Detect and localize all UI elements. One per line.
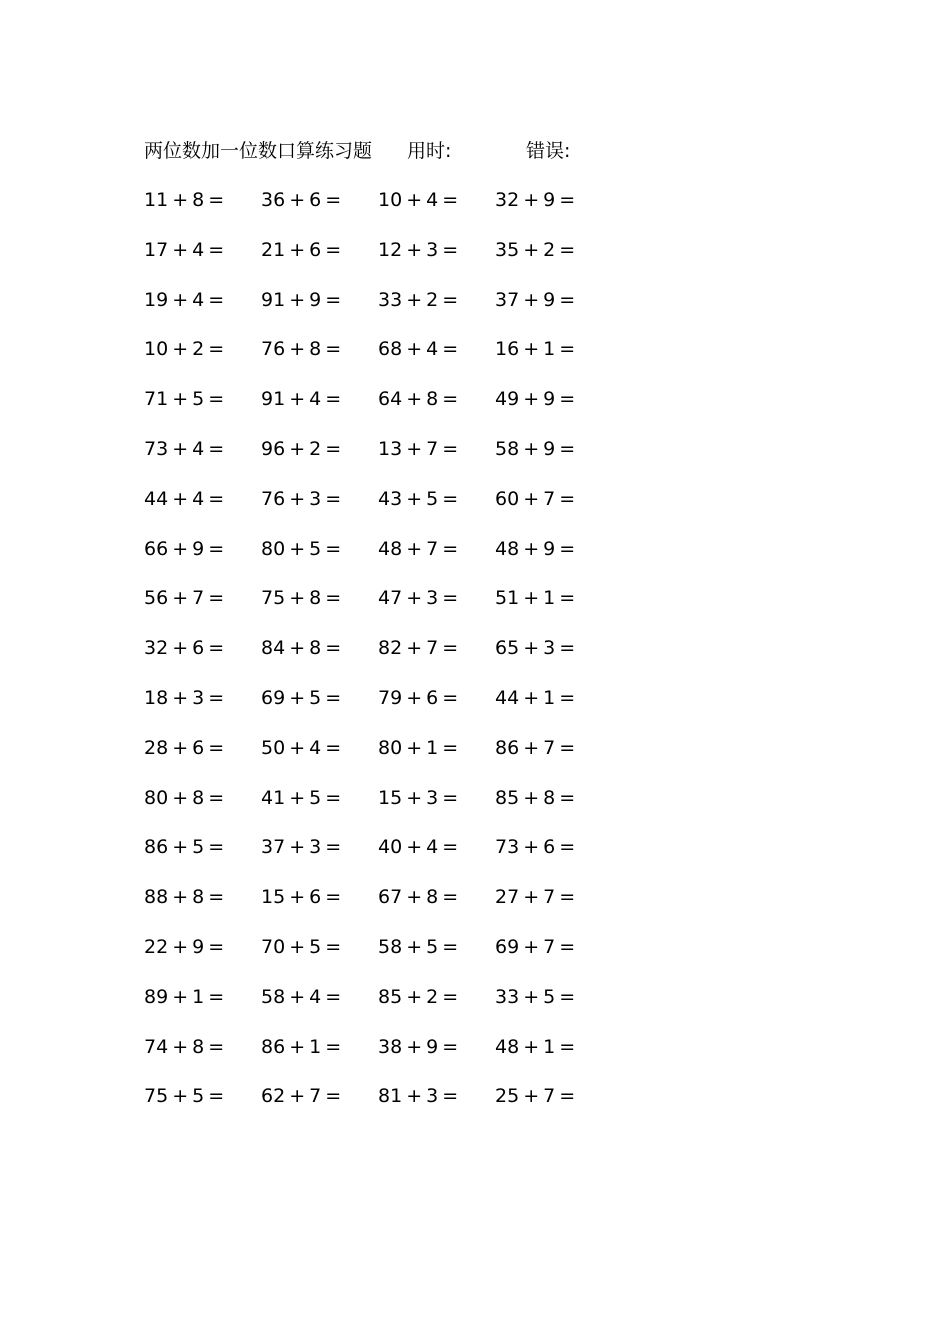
- problem-item: 75 + 8 =: [261, 587, 342, 610]
- problem-item: 76 + 3 =: [261, 487, 342, 510]
- problem-row: [144, 934, 624, 984]
- worksheet-header: [144, 137, 644, 165]
- problem-item: 58 + 5 =: [378, 935, 459, 958]
- problem-item: 48 + 9 =: [495, 537, 576, 560]
- problem-item: 13 + 7 =: [378, 437, 459, 460]
- problem-item: 88 + 8 =: [144, 886, 225, 909]
- problem-row: [144, 785, 624, 835]
- problem-item: 86 + 1 =: [261, 1035, 342, 1058]
- problem-item: 73 + 4 =: [144, 437, 225, 460]
- problem-item: 86 + 7 =: [495, 736, 576, 759]
- problem-item: 68 + 4 =: [378, 338, 459, 361]
- problem-item: 15 + 6 =: [261, 886, 342, 909]
- problem-row: [144, 1034, 624, 1084]
- problem-item: 80 + 8 =: [144, 786, 225, 809]
- problem-item: 75 + 5 =: [144, 1085, 225, 1108]
- problem-item: 37 + 3 =: [261, 836, 342, 859]
- problem-item: 19 + 4 =: [144, 288, 225, 311]
- problem-item: 64 + 8 =: [378, 388, 459, 411]
- problem-item: 18 + 3 =: [144, 686, 225, 709]
- problem-item: 69 + 5 =: [261, 686, 342, 709]
- problem-item: 44 + 4 =: [144, 487, 225, 510]
- problem-item: 67 + 8 =: [378, 886, 459, 909]
- problem-item: 71 + 5 =: [144, 388, 225, 411]
- problem-item: 35 + 2 =: [495, 238, 576, 261]
- time-used-label: 用时:: [407, 140, 452, 162]
- problem-item: 16 + 1 =: [495, 338, 576, 361]
- problem-item: 15 + 3 =: [378, 786, 459, 809]
- problem-item: 10 + 2 =: [144, 338, 225, 361]
- problem-item: 65 + 3 =: [495, 637, 576, 660]
- problem-item: 91 + 4 =: [261, 388, 342, 411]
- problem-item: 43 + 5 =: [378, 487, 459, 510]
- problem-item: 85 + 8 =: [495, 786, 576, 809]
- problem-row: [144, 685, 624, 735]
- problem-item: 82 + 7 =: [378, 637, 459, 660]
- problem-item: 28 + 6 =: [144, 736, 225, 759]
- problem-item: 50 + 4 =: [261, 736, 342, 759]
- problem-row: [144, 436, 624, 486]
- problem-item: 44 + 1 =: [495, 686, 576, 709]
- problem-item: 81 + 3 =: [378, 1085, 459, 1108]
- problem-row: [144, 336, 624, 386]
- problem-item: 17 + 4 =: [144, 238, 225, 261]
- problem-item: 48 + 7 =: [378, 537, 459, 560]
- problem-item: 47 + 3 =: [378, 587, 459, 610]
- problem-item: 22 + 9 =: [144, 935, 225, 958]
- problem-item: 27 + 7 =: [495, 886, 576, 909]
- problem-row: [144, 1083, 624, 1133]
- problem-item: 60 + 7 =: [495, 487, 576, 510]
- problem-item: 86 + 5 =: [144, 836, 225, 859]
- problem-item: 96 + 2 =: [261, 437, 342, 460]
- problem-row: [144, 884, 624, 934]
- problem-row: [144, 635, 624, 685]
- problem-item: 84 + 8 =: [261, 637, 342, 660]
- problem-item: 40 + 4 =: [378, 836, 459, 859]
- problem-item: 32 + 9 =: [495, 189, 576, 211]
- problem-item: 25 + 7 =: [495, 1085, 576, 1108]
- problem-item: 56 + 7 =: [144, 587, 225, 610]
- problem-item: 21 + 6 =: [261, 238, 342, 261]
- problem-item: 91 + 9 =: [261, 288, 342, 311]
- problem-item: 32 + 6 =: [144, 637, 225, 660]
- problem-item: 70 + 5 =: [261, 935, 342, 958]
- problem-item: 58 + 9 =: [495, 437, 576, 460]
- problem-item: 12 + 3 =: [378, 238, 459, 261]
- problem-row: [144, 287, 624, 337]
- problem-row: [144, 984, 624, 1034]
- problem-item: 62 + 7 =: [261, 1085, 342, 1108]
- problem-item: 51 + 1 =: [495, 587, 576, 610]
- problem-item: 66 + 9 =: [144, 537, 225, 560]
- problem-item: 69 + 7 =: [495, 935, 576, 958]
- problem-item: 85 + 2 =: [378, 985, 459, 1008]
- problem-item: 38 + 9 =: [378, 1035, 459, 1058]
- problem-row: [144, 536, 624, 586]
- problem-row: [144, 237, 624, 287]
- problem-grid: [144, 187, 624, 1133]
- problem-item: 89 + 1 =: [144, 985, 225, 1008]
- problem-row: [144, 187, 624, 237]
- problem-row: [144, 834, 624, 884]
- problem-item: 10 + 4 =: [378, 189, 459, 211]
- problem-item: 37 + 9 =: [495, 288, 576, 311]
- problem-item: 36 + 6 =: [261, 189, 342, 211]
- worksheet-title: 两位数加一位数口算练习题: [144, 140, 373, 162]
- problem-item: 49 + 9 =: [495, 388, 576, 411]
- problem-row: [144, 386, 624, 436]
- problem-item: 11 + 8 =: [144, 189, 225, 211]
- problem-item: 33 + 2 =: [378, 288, 459, 311]
- error-count-label: 错误:: [526, 140, 571, 162]
- problem-item: 80 + 1 =: [378, 736, 459, 759]
- problem-item: 74 + 8 =: [144, 1035, 225, 1058]
- problem-row: [144, 735, 624, 785]
- problem-row: [144, 486, 624, 536]
- problem-item: 33 + 5 =: [495, 985, 576, 1008]
- problem-item: 58 + 4 =: [261, 985, 342, 1008]
- problem-item: 80 + 5 =: [261, 537, 342, 560]
- problem-item: 73 + 6 =: [495, 836, 576, 859]
- problem-item: 48 + 1 =: [495, 1035, 576, 1058]
- problem-item: 41 + 5 =: [261, 786, 342, 809]
- problem-row: [144, 585, 624, 635]
- problem-item: 79 + 6 =: [378, 686, 459, 709]
- problem-item: 76 + 8 =: [261, 338, 342, 361]
